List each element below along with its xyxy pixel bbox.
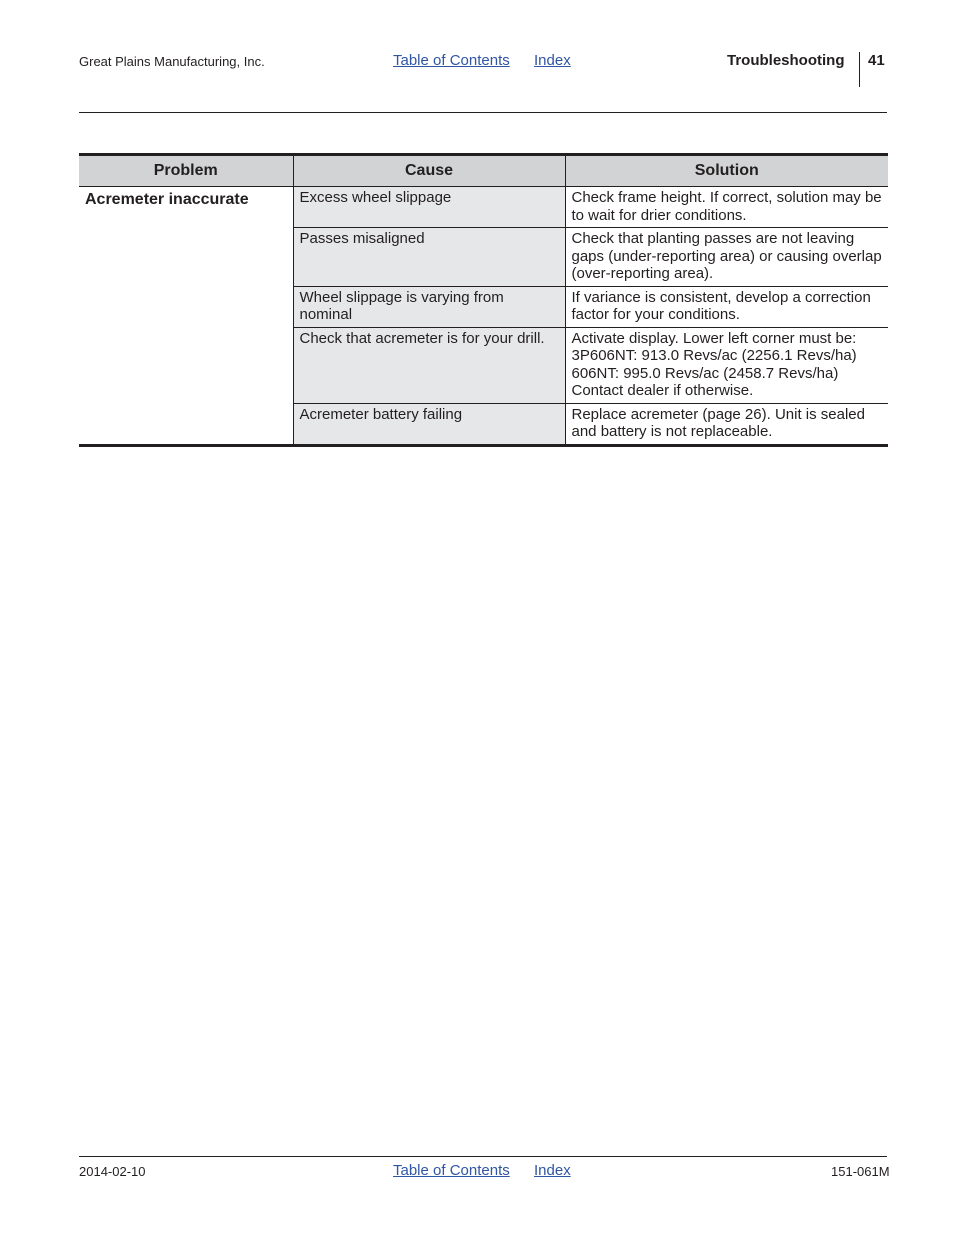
part-number: 151-061M [831,1164,890,1179]
column-header-solution: Solution [565,155,888,187]
solution-cell: If variance is consistent, develop a correction factor for your conditions. [565,286,888,327]
cause-cell: Check that acremeter is for your drill. [293,327,565,403]
problem-cell: Acremeter inaccurate [85,191,249,208]
section-title: Troubleshooting [727,52,845,69]
troubleshooting-table [79,153,888,447]
solution-line: 3P606NT: 913.0 Revs/ac (2256.1 Revs/ha) [571,347,857,364]
cause-cell: Passes misaligned [293,228,565,287]
index-link[interactable]: Index [534,52,571,69]
cause-cell: Excess wheel slippage [293,187,565,228]
publication-date: 2014-02-10 [79,1164,146,1179]
table-header-row [79,155,888,187]
solution-line: 606NT: 995.0 Revs/ac (2458.7 Revs/ha) [571,364,839,382]
company-name: Great Plains Manufacturing, Inc. [79,54,265,69]
solution-cell: Replace acremeter (page 26). Unit is sealed and battery is not replaceable. [565,403,888,445]
footer-rule [79,1156,887,1157]
table-of-contents-link[interactable]: Table of Contents [393,52,510,69]
solution-cell [565,327,888,403]
solution-cell: Check that planting passes are not leaving gaps (under-reporting area) or causing overlap (over-reporting area). [565,228,888,287]
column-header-cause: Cause [293,155,565,187]
index-link[interactable]: Index [534,1162,571,1179]
cause-cell: Wheel slippage is varying from nominal [293,286,565,327]
table-of-contents-link[interactable]: Table of Contents [393,1162,510,1179]
header-rule [79,112,887,113]
solution-line: Activate display. Lower left corner must be: [571,329,857,347]
page-number: 41 [868,52,885,69]
cause-cell: Acremeter battery failing [293,403,565,445]
header-divider [859,52,860,87]
table-row [79,187,888,228]
solution-line: Contact dealer if otherwise. [571,382,754,399]
column-header-problem: Problem [79,155,293,187]
solution-cell: Check frame height. If correct, solution may be to wait for drier conditions. [565,187,888,228]
